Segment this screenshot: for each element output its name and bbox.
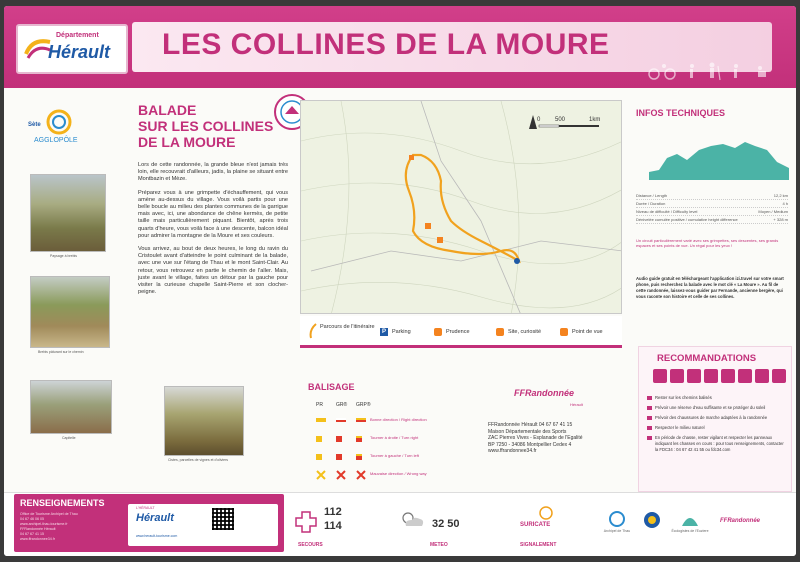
balisage-row-label: Tourner à gauche / Turn left xyxy=(370,453,419,458)
balade-description xyxy=(138,162,288,302)
infos-title: INFOS TECHNIQUES xyxy=(636,108,726,118)
viewpoint-marker xyxy=(425,223,431,229)
viewpoint-icon xyxy=(560,328,568,336)
partner-ffrandonnee-logo: FFRandonnée xyxy=(720,518,760,524)
activity-pictograms xyxy=(640,60,780,82)
partner-archipel-logo xyxy=(602,510,632,540)
photo-caption-4: Cistes, parcelles de vignes et d'oliviers xyxy=(168,458,229,462)
map-scale-500: 500 xyxy=(555,117,566,123)
qr-code[interactable] xyxy=(212,508,234,530)
grp-turn-left-mark xyxy=(356,454,362,460)
ffr-contact-line: Maison Départementale des Sports xyxy=(488,428,567,435)
renseignements-lines xyxy=(20,512,120,542)
gr-wrong-way-icon xyxy=(336,470,346,480)
balisage-col-pr: PR xyxy=(316,402,323,408)
balade-title-line-1: BALADE xyxy=(138,102,197,118)
trail-icon xyxy=(653,369,667,383)
balade-paragraph: Préparez vous à une grimpette d'échauffement, qui vous amène au-dessus du village. Vous voilà partis pour une belle boucle au milieu des plantes communes de la garrigue mais avec, ici, une abondance de chêne kermès, de petite taille mais particulièrement piquant. Bientôt, après trois quarts d'heure, vous voilà face à une descente, balcon idéal pour admirer la montagne de la Moure et ses couleurs. xyxy=(138,189,288,239)
infos-row: Dénivelée cumulée positive / cumulative height difference + 328 m xyxy=(636,217,788,222)
recommendations-list xyxy=(647,395,787,457)
recommendation-item: En période de chasse, rester vigilant et respecter les panneaux indiquant les chasses en cours : pour tous renseignements, contacter la FDC34 : 04 67 42 41 55 ou fdc34.com xyxy=(647,435,787,453)
gr-mark xyxy=(336,418,346,422)
recommendation-item: Prévoir une réserve d'eau suffisante et se protéger du soleil xyxy=(647,405,787,411)
recommendation-item: Respecter le milieu naturel xyxy=(647,425,787,431)
pr-turn-left-mark xyxy=(316,454,322,460)
fire-icon xyxy=(704,369,718,383)
rens-line: Office de Tourisme Archipel de Thau xyxy=(20,512,78,516)
infos-row: Durée / Duration 4 h xyxy=(636,201,788,206)
viewpoint-marker xyxy=(437,237,443,243)
parking-icon: P xyxy=(381,329,386,335)
parking-marker xyxy=(514,258,520,264)
viewpoint-marker xyxy=(409,155,414,160)
logo-herault-label: Hérault xyxy=(48,42,111,62)
infos-note: Un circuit particulièrement varié avec ses grimpettes, ses descentes, ses grands espaces et ses points de vue. Un régal pour les yeux ! xyxy=(636,238,779,248)
elevation-profile xyxy=(649,128,789,180)
balisage-panel xyxy=(298,378,460,490)
partner-logos xyxy=(602,502,796,554)
balade-title-line-2: SUR LES COLLINES xyxy=(138,118,274,134)
pr-wrong-way-icon xyxy=(316,470,326,480)
photo-sheep-path xyxy=(30,276,110,348)
informations-label: INFORMATIONS xyxy=(183,542,223,548)
map-scale-0: 0 xyxy=(537,117,541,123)
map-legend xyxy=(300,316,622,348)
legend-site: Site, curiosité xyxy=(508,329,542,335)
site-icon xyxy=(496,328,504,336)
audio-guide-text: Audio guide gratuit en téléchargeant l'application izi.travel sur votre smart phone, puis recherchez la balade avec le mot clé « La Moure ». Au fil de cette randonnée, laissez-vous guider par Fernande, ancienne bergère, qui vous raconte son histoire et celle de ses collines. xyxy=(636,276,784,299)
recommendations-panel xyxy=(638,346,792,492)
balisage-row-label: Bonne direction / Right direction xyxy=(370,417,427,422)
grp-wrong-way-icon xyxy=(356,470,366,480)
flower-icon xyxy=(755,369,769,383)
ffrandonnee-logo: FFRandonnée xyxy=(514,388,574,398)
balisage-row xyxy=(312,470,452,480)
photo-capitelle xyxy=(30,380,112,434)
balade-title-line-3: DE LA MOURE xyxy=(138,134,236,150)
rens-line: www.ffrandonnee34.fr xyxy=(20,537,55,541)
signalement-label: SIGNALEMENT xyxy=(520,542,557,548)
legend-parking: Parking xyxy=(392,329,411,335)
balade-title xyxy=(138,102,273,150)
suricate-icon xyxy=(536,506,556,520)
ffr-contact-line: ZAC Pierres Vives - Esplanade de l'Egalité xyxy=(488,435,583,441)
infos-table xyxy=(636,192,788,224)
card-herault-logo: Hérault xyxy=(136,512,174,524)
photo-caption-3: Capitelle xyxy=(62,436,76,440)
gr-turn-right-mark xyxy=(336,436,342,442)
renseignements-title: RENSEIGNEMENTS xyxy=(20,498,105,508)
page-title: LES COLLINES DE LA MOURE xyxy=(162,28,610,61)
photo-caption-2: Brebis pâturant sur le chemin xyxy=(38,350,84,354)
hunting-icon xyxy=(772,369,786,383)
water-icon xyxy=(670,369,684,383)
balisage-row xyxy=(312,416,452,426)
herault-logo xyxy=(16,24,128,74)
photo-cistes xyxy=(164,386,244,456)
recommendation-item: Rester sur les chemins balisés xyxy=(647,395,787,401)
emergency-number-112: 112 xyxy=(324,506,342,518)
dog-icon xyxy=(721,369,735,383)
photo-caption-1: Paysage à brebis xyxy=(50,254,78,258)
balisage-row xyxy=(312,452,452,462)
sete-agglopole-logo xyxy=(24,104,94,150)
secours-label: SECOURS xyxy=(298,542,323,548)
ffrandonnee-panel xyxy=(474,380,634,492)
ffr-contact-line: www.ffrandonnee34.fr xyxy=(488,448,537,454)
card-site: www.herault-tourisme.com xyxy=(136,534,178,538)
secours-block xyxy=(294,502,390,554)
herault-tourism-card xyxy=(128,504,278,546)
meteo-label: METEO xyxy=(430,542,448,548)
agglopole-label: AGGLOPÔLE xyxy=(34,137,78,144)
balisage-row-label: Mauvaise direction / Wrong way xyxy=(370,471,427,476)
sete-label: Sète xyxy=(28,122,41,128)
rens-line: FFRandonnée Hérault xyxy=(20,527,56,531)
partner-round-logo xyxy=(640,510,664,540)
trail-map xyxy=(300,100,622,314)
legend-route: Parcours de l'itinéraire xyxy=(320,324,375,330)
partner-label: Écologistes de l'Euziere xyxy=(671,529,709,533)
signboard xyxy=(4,6,796,556)
logo-department-label: Département xyxy=(56,32,99,39)
litter-icon xyxy=(738,369,752,383)
balade-paragraph: Lors de cette randonnée, la grande bleue n'est jamais très loin, elle recouvrait d'ailleurs, jadis, la plaine se situant entre Montbazin et Mèze. xyxy=(138,162,288,183)
recommendation-item: Prévoir des chaussures de marche adaptées à la randonnée xyxy=(647,415,787,421)
shoes-icon xyxy=(687,369,701,383)
balade-paragraph: Vous arrivez, au bout de deux heures, le long du ravin du Cristoulet avant d'atteindre le point culminant de la balade, avec une vue sur l'étang de Thau et le mont Saint-Clair. Au retour, vous retrouvez en partie le chemin de l'aller. Mais, juste avant le village, faites un détour par la gauche pour visiter la curieuse chapelle Saint-Pierre et son clocher-peigne. xyxy=(138,246,288,296)
photo-sheep-landscape xyxy=(30,174,106,252)
partner-label: Archipel de Thau xyxy=(603,529,631,533)
pr-turn-right-mark xyxy=(316,436,322,442)
rens-line: www.archipel-thau-tourisme.fr xyxy=(20,522,68,526)
rens-line: 04 67 46 06 05 xyxy=(20,517,44,521)
card-label: L'HÉRAULT xyxy=(136,506,155,510)
map-scale-1km: 1km xyxy=(589,117,601,123)
weather-icon xyxy=(400,510,426,530)
gr-turn-left-mark xyxy=(336,454,342,460)
legend-prudence: Prudence xyxy=(446,329,470,335)
warning-icon xyxy=(434,328,442,336)
emergency-number-114: 114 xyxy=(324,520,342,532)
ffr-contact-line: BP 7250 - 34086 Montpellier Cedex 4 xyxy=(488,441,572,448)
balisage-col-grp: GRP® xyxy=(356,402,371,408)
infos-row: Distance / Length 12,2 km xyxy=(636,193,788,198)
pr-mark xyxy=(316,418,326,422)
meteo-block xyxy=(400,502,496,554)
signalement-block xyxy=(506,502,596,554)
meteo-number: 32 50 xyxy=(432,518,460,530)
balisage-row xyxy=(312,434,452,444)
ffr-contact-line: FFRandonnée Hérault 04 67 67 41 15 xyxy=(488,422,573,428)
grp-mark xyxy=(356,418,366,422)
ffrandonnee-sub: Hérault xyxy=(570,402,583,407)
grp-turn-right-mark xyxy=(356,436,362,442)
balisage-title: BALISAGE xyxy=(308,382,355,392)
balisage-col-gr: GR® xyxy=(336,402,348,408)
rens-line: 04 67 67 41 15 xyxy=(20,532,44,536)
partner-ecologistes-logo xyxy=(670,510,710,540)
balisage-row-label: Tourner à droite / Turn right xyxy=(370,435,419,440)
recommendations-icons xyxy=(653,369,786,383)
medical-cross-icon xyxy=(294,510,318,534)
suricate-logo: SURICATE xyxy=(520,522,551,528)
route-icon xyxy=(308,322,318,340)
ffrandonnee-contact xyxy=(488,422,628,455)
recommendations-title: RECOMMANDATIONS xyxy=(657,353,757,364)
infos-row: Niveau de difficulté / Difficulty level Moyen / Medium xyxy=(636,209,788,214)
legend-viewpoint: Point de vue xyxy=(572,329,603,335)
